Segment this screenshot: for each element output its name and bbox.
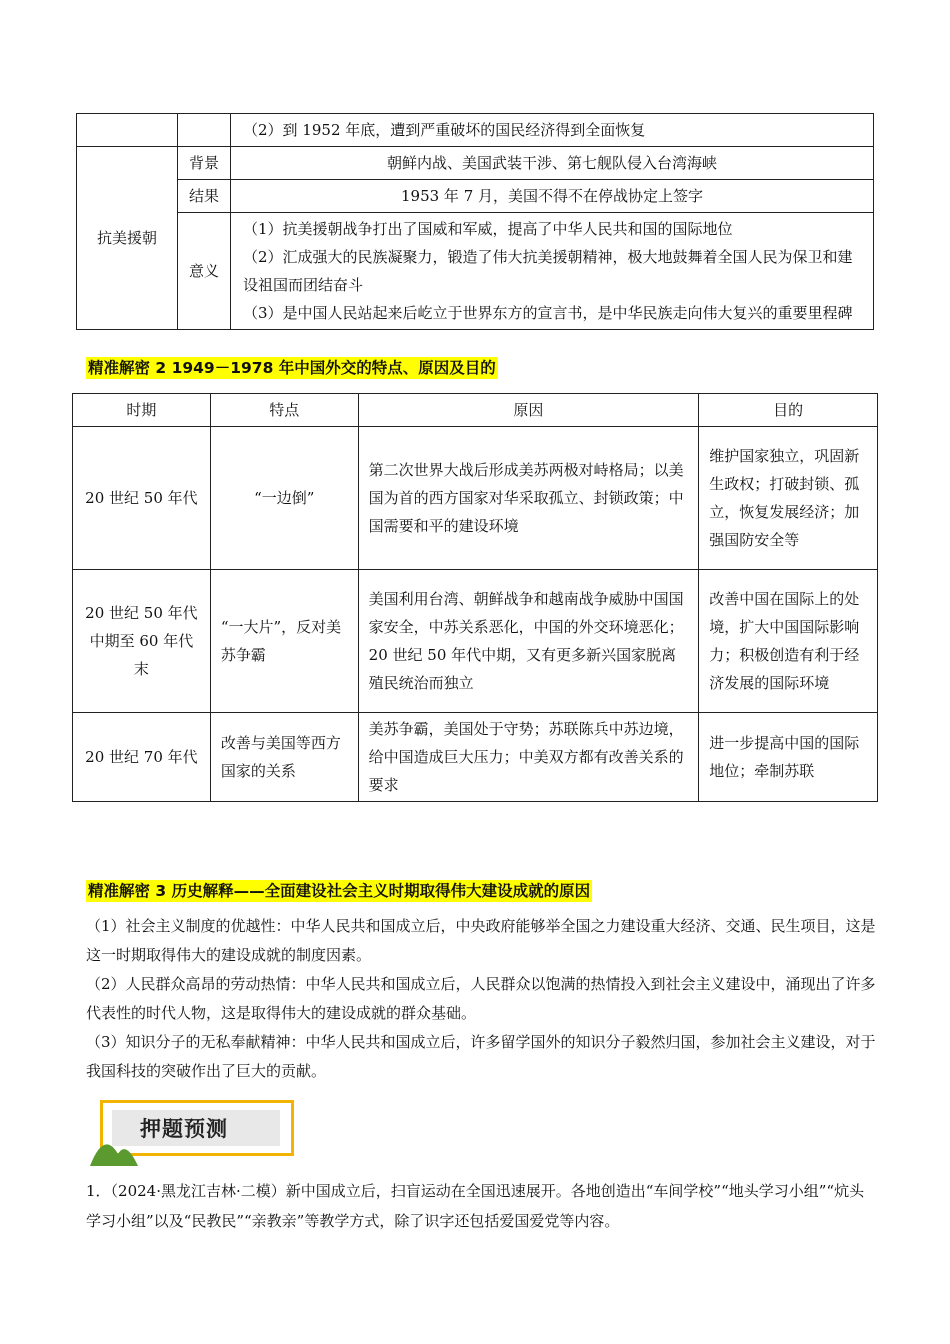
paragraph: （1）社会主义制度的优越性：中华人民共和国成立后，中央政府能够举全国之力建设重大经济、交通、民生项目，这是这一时期取得伟大的建设成就的制度因素。: [86, 917, 876, 964]
diplomacy-table: [72, 393, 878, 802]
purpose-cell: 改善中国在国际上的处境，扩大中国国际影响力；积极创造有利于经济发展的国际环境: [699, 570, 878, 713]
meaning-label: 意义: [178, 213, 231, 330]
meaning-line: （3）是中国人民站起来后屹立于世界东方的宣言书，是中华民族走向伟大复兴的重要里程碑: [243, 304, 853, 322]
period-cell: 20 世纪 70 年代: [73, 713, 211, 802]
question-text: 1．（2024·黑龙江吉林·二模）新中国成立后，扫盲运动在全国迅速展开。各地创造出“车间学校”“地头学习小组”“炕头学习小组”以及“民教民”“亲教亲”等教学方式，除了识字还包括爱国爱党等内容。: [86, 1182, 865, 1230]
header-cell: 时期: [73, 394, 211, 427]
feature-cell: 改善与美国等西方国家的关系: [210, 713, 358, 802]
empty-cell: [178, 114, 231, 147]
kangmei-table: [76, 113, 874, 330]
question-1: [86, 1176, 876, 1236]
period-cell: 20 世纪 50 年代: [73, 427, 211, 570]
paragraph: （2）人民群众高昂的劳动热情：中华人民共和国成立后，人民群众以饱满的热情投入到社会主义建设中，涌现出了许多代表性的时代人物，这是取得伟大的建设成就的群众基础。: [86, 975, 876, 1022]
section3-body: [86, 912, 876, 1086]
group-label: 抗美援朝: [77, 147, 178, 330]
feature-cell: “一边倒”: [210, 427, 358, 570]
row-text: 1953 年 7 月，美国不得不在停战协定上签字: [231, 180, 874, 213]
section2-title: 精准解密 2 1949－1978 年中国外交的特点、原因及目的: [88, 359, 496, 377]
header-cell: 目的: [699, 394, 878, 427]
badge-label: 押题预测: [140, 1117, 228, 1141]
reason-cell: 第二次世界大战后形成美苏两极对峙格局；以美国为首的西方国家对华采取孤立、封锁政策；中国需要和平的建设环境: [358, 427, 699, 570]
meaning-cell: [231, 213, 874, 330]
purpose-cell: 进一步提高中国的国际地位；牵制苏联: [699, 713, 878, 802]
section3-title: 精准解密 3 历史解释——全面建设社会主义时期取得伟大建设成就的原因: [88, 882, 591, 900]
header-cell: 特点: [210, 394, 358, 427]
meaning-line: （2）汇成强大的民族凝聚力，锻造了伟大抗美援朝精神，极大地鼓舞着全国人民为保卫和建设祖国而团结奋斗: [243, 248, 853, 294]
row-label: 结果: [178, 180, 231, 213]
row-label: 背景: [178, 147, 231, 180]
empty-cell: [77, 114, 178, 147]
meaning-line: （1）抗美援朝战争打出了国威和军威，提高了中华人民共和国的国际地位: [243, 220, 733, 238]
reason-cell: 美国利用台湾、朝鲜战争和越南战争威胁中国国家安全，中苏关系恶化，中国的外交环境恶化；20 世纪 50 年代中期，又有更多新兴国家脱离殖民统治而独立: [358, 570, 699, 713]
prediction-badge: [90, 1100, 300, 1166]
header-cell: 原因: [358, 394, 699, 427]
reason-cell: 美苏争霸，美国处于守势；苏联陈兵中苏边境，给中国造成巨大压力；中美双方都有改善关系的要求: [358, 713, 699, 802]
row-text: 朝鲜内战、美国武装干涉、第七舰队侵入台湾海峡: [231, 147, 874, 180]
period-cell: 20 世纪 50 年代中期至 60 年代末: [73, 570, 211, 713]
paragraph: （3）知识分子的无私奉献精神：中华人民共和国成立后，许多留学国外的知识分子毅然归国，参加社会主义建设，对于我国科技的突破作出了巨大的贡献。: [86, 1033, 876, 1080]
feature-cell: “一大片”，反对美苏争霸: [210, 570, 358, 713]
recovery-text: （2）到 1952 年底，遭到严重破坏的国民经济得到全面恢复: [231, 114, 874, 147]
mountain-icon: [90, 1124, 150, 1166]
purpose-cell: 维护国家独立，巩固新生政权；打破封锁、孤立，恢复发展经济；加强国防安全等: [699, 427, 878, 570]
